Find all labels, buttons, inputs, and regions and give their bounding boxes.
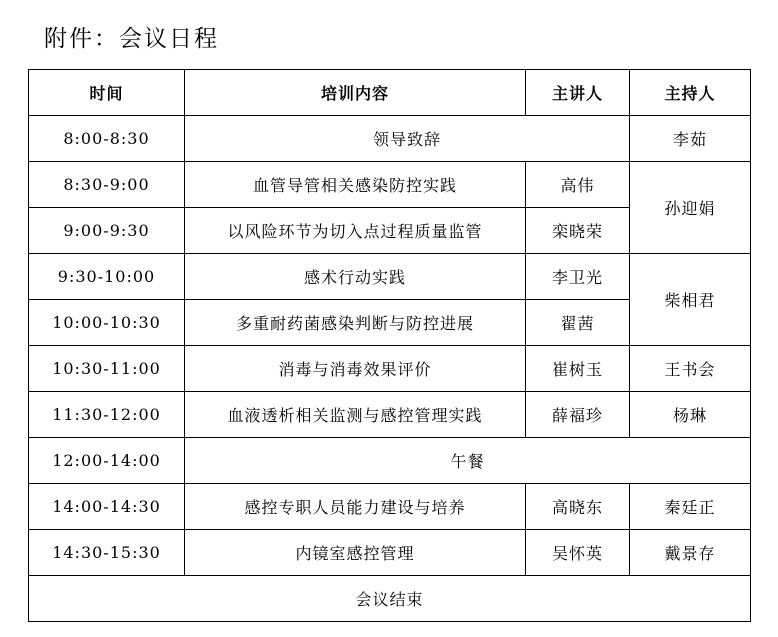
time-cell: 8:00-8:30 bbox=[29, 116, 185, 162]
time-cell: 9:30-10:00 bbox=[29, 254, 185, 300]
time-cell: 11:30-12:00 bbox=[29, 392, 185, 438]
document-title: 附件：会议日程 bbox=[44, 26, 219, 52]
header-host: 主持人 bbox=[630, 70, 751, 116]
speaker-cell: 高伟 bbox=[526, 162, 630, 208]
speaker-cell: 栾晓荣 bbox=[526, 208, 630, 254]
host-cell: 王书会 bbox=[630, 346, 751, 392]
schedule-table bbox=[28, 69, 751, 622]
content-cell: 感控专职人员能力建设与培养 bbox=[185, 484, 526, 530]
speaker-cell: 李卫光 bbox=[526, 254, 630, 300]
table-row bbox=[29, 346, 751, 392]
content-cell: 血管导管相关感染防控实践 bbox=[185, 162, 526, 208]
table-footer-row bbox=[29, 576, 751, 622]
content-cell: 领导致辞 bbox=[185, 116, 630, 162]
table-row bbox=[29, 484, 751, 530]
table-row bbox=[29, 162, 751, 208]
content-cell: 感术行动实践 bbox=[185, 254, 526, 300]
table-row bbox=[29, 438, 751, 484]
time-cell: 10:30-11:00 bbox=[29, 346, 185, 392]
time-cell: 8:30-9:00 bbox=[29, 162, 185, 208]
host-cell: 杨琳 bbox=[630, 392, 751, 438]
content-cell: 消毒与消毒效果评价 bbox=[185, 346, 526, 392]
content-cell: 午餐 bbox=[185, 438, 751, 484]
time-cell: 10:00-10:30 bbox=[29, 300, 185, 346]
speaker-cell: 高晓东 bbox=[526, 484, 630, 530]
footer-cell: 会议结束 bbox=[29, 576, 751, 622]
header-content: 培训内容 bbox=[185, 70, 526, 116]
table-row bbox=[29, 116, 751, 162]
host-cell: 秦廷正 bbox=[630, 484, 751, 530]
header-speaker: 主讲人 bbox=[526, 70, 630, 116]
time-cell: 14:30-15:30 bbox=[29, 530, 185, 576]
content-cell: 内镜室感控管理 bbox=[185, 530, 526, 576]
time-cell: 9:00-9:30 bbox=[29, 208, 185, 254]
table-header-row bbox=[29, 70, 751, 116]
host-cell: 柴相君 bbox=[630, 254, 751, 346]
content-cell: 血液透析相关监测与感控管理实践 bbox=[185, 392, 526, 438]
content-cell: 以风险环节为切入点过程质量监管 bbox=[185, 208, 526, 254]
host-cell: 孙迎娟 bbox=[630, 162, 751, 254]
content-cell: 多重耐药菌感染判断与防控进展 bbox=[185, 300, 526, 346]
header-time: 时间 bbox=[29, 70, 185, 116]
host-cell: 戴景存 bbox=[630, 530, 751, 576]
table-row bbox=[29, 392, 751, 438]
time-cell: 12:00-14:00 bbox=[29, 438, 185, 484]
speaker-cell: 崔树玉 bbox=[526, 346, 630, 392]
host-cell: 李茹 bbox=[630, 116, 751, 162]
table-row bbox=[29, 254, 751, 300]
speaker-cell: 翟茜 bbox=[526, 300, 630, 346]
speaker-cell: 薛福珍 bbox=[526, 392, 630, 438]
speaker-cell: 吴怀英 bbox=[526, 530, 630, 576]
table-row bbox=[29, 530, 751, 576]
time-cell: 14:00-14:30 bbox=[29, 484, 185, 530]
